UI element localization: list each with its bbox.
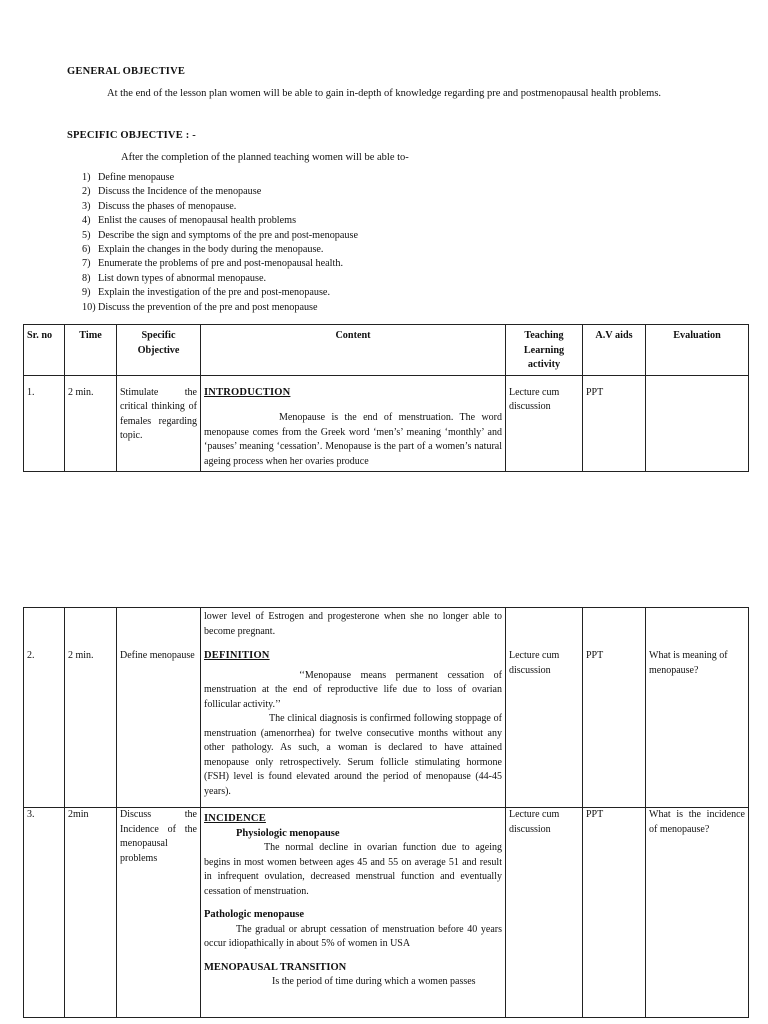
- physiologic-text: The normal decline in ovarian function due to ageing begins in most women between ages 45 and 55 on average 51 and result in infrequent ovulation, decreased menstrual function and eventually cessation of menstruation.: [204, 842, 502, 897]
- cell-content: [201, 808, 506, 1018]
- cell-av: PPT: [583, 808, 646, 1018]
- list-item: [82, 243, 358, 257]
- cell-evaluation: [646, 375, 749, 472]
- cell-time: 2min: [65, 808, 117, 1018]
- specific-objective-intro: After the completion of the planned teaching women will be able to-: [121, 152, 409, 163]
- cell-content: [201, 375, 506, 472]
- list-item-text: Enumerate the problems of pre and post-menopausal health.: [98, 258, 343, 270]
- list-item-text: Describe the sign and symptoms of the pre and post-menopause: [98, 229, 359, 241]
- table-row: [24, 808, 749, 1018]
- lesson-plan-table-2: [23, 607, 749, 1018]
- header-time: Time: [65, 325, 117, 376]
- cell-teaching: [506, 608, 583, 808]
- list-item: [82, 286, 358, 300]
- transition-text: Is the period of time during which a women passes: [272, 976, 476, 987]
- cell-teaching: Lecture cum discussion: [506, 808, 583, 1018]
- row-teaching: Lecture cum discussion: [509, 650, 560, 676]
- list-item-text: Discuss the prevention of the pre and post menopause: [98, 301, 318, 313]
- cell-sr: 1.: [24, 375, 65, 472]
- list-item-number: 3): [82, 200, 91, 212]
- cell-sr: 3.: [24, 808, 65, 1018]
- list-item-number: 7): [82, 258, 91, 270]
- header-av-aids: A.V aids: [583, 325, 646, 376]
- continuation-text: lower level of Estrogen and progesterone when she no longer able to become pregnant.: [204, 611, 502, 637]
- lesson-plan-table-1: [23, 324, 749, 472]
- list-item: [82, 214, 358, 228]
- list-item-text: Discuss the phases of menopause.: [98, 200, 237, 212]
- list-item-text: Explain the investigation of the pre and post-menopause.: [98, 287, 330, 299]
- list-item-text: Explain the changes in the body during the menopause.: [98, 244, 324, 256]
- definition-quote: ‘‘Menopause means permanent cessation of menstruation at the end of reproductive life due to loss of ovarian follicular activity.’’: [204, 669, 502, 710]
- cell-time: [65, 608, 117, 808]
- cell-objective: Stimulate the critical thinking of females regarding topic.: [117, 375, 201, 472]
- cell-content: [201, 608, 506, 808]
- list-item-text: Define menopause: [98, 172, 175, 183]
- list-item-number: 8): [82, 272, 91, 284]
- cell-objective: [117, 608, 201, 808]
- list-item-text: List down types of abnormal menopause.: [98, 272, 267, 284]
- cell-teaching: Lecture cum discussion: [506, 375, 583, 472]
- header-content: Content: [201, 325, 506, 376]
- list-item-number: 9): [82, 287, 91, 299]
- cell-time: 2 min.: [65, 375, 117, 472]
- pathologic-heading: Pathologic menopause: [204, 909, 305, 920]
- table-row: [24, 375, 749, 472]
- row-number: 2.: [27, 650, 35, 661]
- general-objective-heading: GENERAL OBJECTIVE: [67, 66, 186, 77]
- list-item: [82, 301, 358, 315]
- list-item: [82, 257, 358, 271]
- transition-heading: MENOPAUSAL TRANSITION: [204, 961, 347, 973]
- list-item-number: 6): [82, 244, 91, 256]
- list-item-number: 4): [82, 215, 91, 227]
- cell-av: PPT: [583, 375, 646, 472]
- row-av: PPT: [586, 650, 604, 661]
- list-item-number: 5): [82, 229, 91, 241]
- list-item: [82, 185, 358, 199]
- list-item: [82, 200, 358, 214]
- list-item-number: 10): [82, 301, 96, 313]
- list-item: [82, 171, 358, 185]
- row-evaluation: What is meaning of menopause?: [649, 650, 728, 676]
- header-evaluation: Evaluation: [646, 325, 749, 376]
- row-time: 2 min.: [68, 650, 94, 661]
- list-item-text: Enlist the causes of menopausal health problems: [98, 215, 297, 227]
- physiologic-heading: Physiologic menopause: [236, 827, 340, 839]
- introduction-text: Menopause is the end of menstruation. The word menopause comes from the Greek word ‘men’s’ meaning ‘monthly’ and ‘pauses’ meaning ‘cessation’. Menopause is the part of a women’s natural ageing process when her ovaries produce: [204, 412, 502, 467]
- section-heading-incidence: INCIDENCE: [204, 813, 266, 824]
- table-row: [24, 608, 749, 808]
- cell-evaluation: What is the incidence of menopause?: [646, 808, 749, 1018]
- section-heading-introduction: INTRODUCTION: [204, 386, 291, 398]
- list-item-number: 1): [82, 172, 91, 183]
- row-objective: Define menopause: [120, 650, 195, 661]
- section-heading-definition: DEFINITION: [204, 650, 270, 661]
- pathologic-text: The gradual or abrupt cessation of menstruation before 40 years occur idiopathically in about 5% of women in USA: [204, 923, 502, 949]
- header-sr-no: Sr. no: [24, 325, 65, 376]
- definition-text: The clinical diagnosis is confirmed following stoppage of menstruation (amenorrhea) for twelve consecutive months without any other pathology. As such, a woman is declared to have attained menopause only retrospectively. Serum follicle stimulating hormone (FSH) level is found elevated around the period of menopause (44-45 years).: [204, 713, 502, 797]
- specific-objective-heading: SPECIFIC OBJECTIVE : -: [67, 130, 196, 141]
- cell-av: [583, 608, 646, 808]
- list-item-number: 2): [82, 186, 91, 198]
- header-specific-objective: Specific Objective: [117, 325, 201, 376]
- list-item: [82, 272, 358, 286]
- list-item: [82, 229, 358, 243]
- objective-list: [82, 171, 358, 315]
- general-objective-text: At the end of the lesson plan women will be able to gain in-depth of knowledge regarding pre and postmenopausal health problems.: [107, 88, 662, 99]
- cell-sr: [24, 608, 65, 808]
- cell-objective: Discuss the Incidence of the menopausal problems: [117, 808, 201, 1018]
- header-teaching-learning: Teaching Learning activity: [506, 325, 583, 376]
- list-item-text: Discuss the Incidence of the menopause: [98, 186, 262, 198]
- cell-evaluation: [646, 608, 749, 808]
- table-header-row: [24, 325, 749, 376]
